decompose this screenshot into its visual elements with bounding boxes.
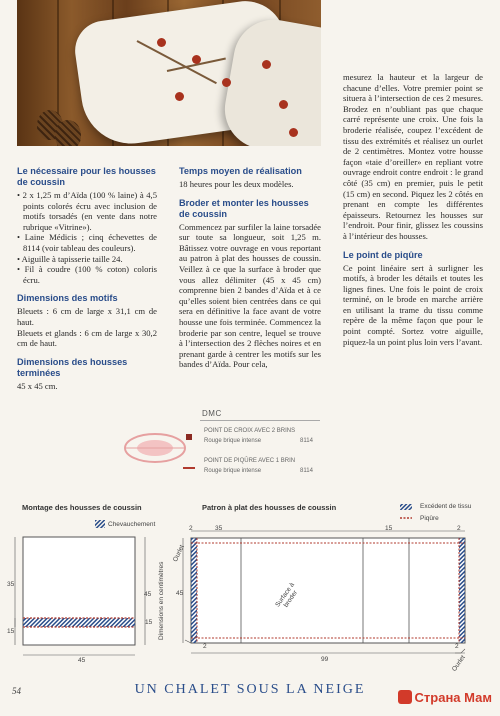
legend-code: 8114	[300, 438, 313, 444]
motif-dimension: Bleuets et glands : 6 cm de large x 30,2 cm de haut.	[17, 327, 157, 349]
dmc-logo	[120, 423, 190, 473]
hem-label-left: Ourlet	[172, 543, 186, 563]
column-3	[343, 72, 483, 347]
dim-15-right: 15	[145, 619, 153, 626]
watermark-icon	[398, 690, 412, 704]
page-footer-title: UN CHALET SOUS LA NEIGE	[134, 682, 366, 697]
dim-height: 45	[144, 591, 152, 598]
embroidery-surface-label: Surface à broder	[274, 581, 300, 609]
cross-stitch-swatch	[186, 434, 192, 440]
dim-width: 45	[78, 657, 86, 664]
dim-2b: 2	[457, 525, 461, 532]
legend-color-name: Rouge brique intense	[204, 468, 262, 474]
column-2	[179, 166, 321, 370]
header-photo	[17, 0, 321, 146]
dim-35: 35	[215, 525, 223, 532]
overlap-label: Chevauchement	[108, 521, 156, 528]
backstitch-text: Ce point linéaire sert à surligner les motifs, à broder les détails et toutes les lignes fines. Une fois le point de croix terminé, on le brode en marche arrière en utilisant la trame du tissu comme repère de la même façon que pour le point compté. Sortez votre aiguille, piquez-la un point plus loin vers l’avant.	[343, 262, 483, 347]
material-item: • Aiguille à tapisserie taille 24.	[17, 253, 123, 264]
heading-motif-dimensions: Dimensions des motifs	[17, 293, 118, 304]
heading-backstitch: Le point de piqûre	[343, 249, 423, 260]
overlap-swatch	[95, 520, 105, 528]
column-1	[17, 166, 157, 391]
heading-materials: Le nécessaire pour les housses de coussin	[17, 166, 156, 187]
heading-final-dimensions: Dimensions des housses terminées	[17, 356, 128, 378]
units-label: Dimensions en centimètres	[158, 561, 165, 640]
legend-cross-stitch: POINT DE CROIX AVEC 2 BRINS	[204, 428, 296, 434]
legend-color-name: Rouge brique intense	[204, 438, 262, 444]
embroider-text: Commencez par surfiler la laine torsadée sur toute sa longueur, soit 1,25 m. Bâtissez votre ouvrage en vous reportant au patron à plat des housses de coussin. Veillez à ce que la surface à broder que vous allez délimiter (45 x 45 cm) comprenne bien 2 bandes d’Aïda et à ce qu’elles soient bien centrées dans ce qui sera en définitive la face avant de votre housse une fois terminée. Commencez la broderie par son centre, lequel se trouve à l’intersection des 2 flèches noires et en prenant garde à centrer les motifs sur les bandes d’Aïda. Pour cela,	[179, 221, 321, 370]
dim-15: 15	[385, 525, 393, 532]
dim-height-45: 45	[176, 590, 184, 597]
legend-backstitch: POINT DE PIQÛRE AVEC 1 BRIN	[204, 458, 296, 464]
legend-title: DMC	[202, 409, 222, 418]
dim-35: 35	[7, 581, 15, 588]
page-number: 54	[12, 686, 21, 696]
material-item: • Laine Médicis ; cinq échevettes de 8114 (voir tableau des couleurs).	[17, 232, 157, 253]
diagram-pattern-title: Patron à plat des housses de coussin	[202, 503, 337, 512]
diagram-assembly-title: Montage des housses de coussin	[22, 503, 142, 512]
color-legend	[120, 405, 320, 485]
assembly-diagram	[5, 532, 160, 672]
heading-embroider: Broder et monter les housses de coussin	[179, 197, 309, 219]
time-text: 18 heures pour les deux modèles.	[179, 179, 294, 189]
watermark-text: Страна Мам	[414, 690, 492, 705]
excess-label: Excédent de tissu	[420, 503, 472, 510]
excess-legend-marks	[398, 503, 418, 523]
dim-2a: 2	[189, 525, 193, 532]
dim-2d: 2	[455, 643, 459, 650]
dim-2c: 2	[203, 643, 207, 650]
dim-width-99: 99	[321, 656, 329, 663]
embroider-text-cont: mesurez la hauteur et la largeur de chacune d’elles. Votre premier point se situera à l’intersection de ces 2 mesures. Brodez en n’oubliant pas que chaque carré représente une croix. Une fois la broderie réalisée, coupez l’excédent de tissu des extrémités et réalisez un ourlet de 2 centimètres. Montez votre housse façon «taie d’oreiller» en repliant votre ouvrage endroit contre endroit : le grand côté (35 cm) en premier, puis le petit (15 cm) en second. Piquez les 2 côtés en prenant en compte les différentes épaisseurs. Retournez les housses sur l’endroit. Pour finir, glissez les coussins à l’intérieur des housses.	[343, 72, 483, 241]
stitch-label: Piqûre	[420, 515, 439, 522]
legend-code: 8114	[300, 468, 313, 474]
backstitch-line	[183, 467, 195, 469]
flat-pattern-diagram	[175, 525, 475, 675]
final-dimension: 45 x 45 cm.	[17, 380, 58, 391]
heading-time: Temps moyen de réalisation	[179, 166, 302, 176]
material-item: • Fil à coudre (100 % coton) coloris écru.	[17, 264, 157, 285]
watermark	[398, 690, 492, 705]
material-item: • 2 x 1,25 m d’Aïda (100 % laine) à 4,5 points colorés écru avec inclusion de motifs torsadés (en vente dans notre rubrique «Vitrine»).	[17, 190, 157, 232]
motif-dimension: Bleuets : 6 cm de large x 31,1 cm de haut.	[17, 306, 157, 327]
dim-15: 15	[7, 628, 15, 635]
hem-label-right: Ourlet	[450, 654, 467, 673]
